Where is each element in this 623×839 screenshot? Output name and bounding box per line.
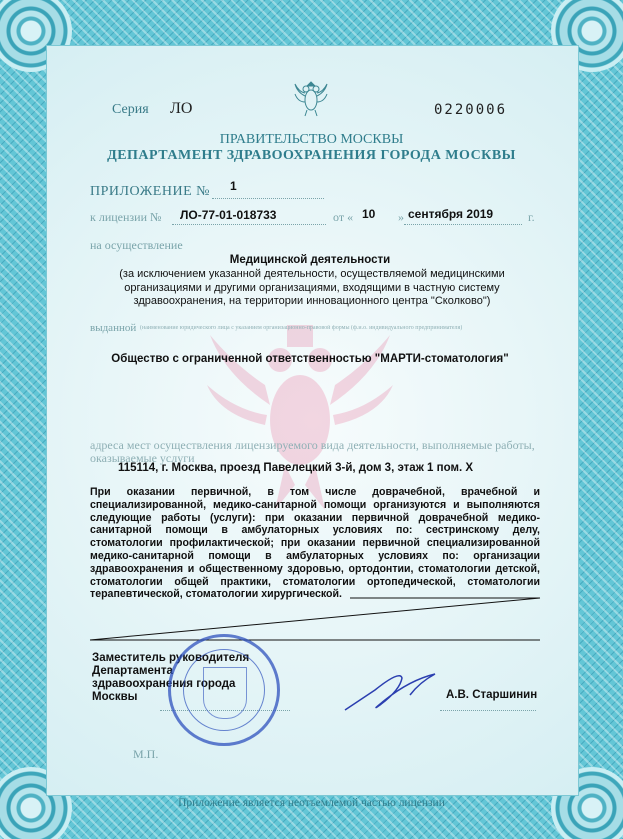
license-number-line bbox=[172, 224, 326, 225]
license-from: от « bbox=[333, 210, 354, 224]
activity-label: на осуществление bbox=[90, 238, 183, 252]
license-year-suffix: г. bbox=[528, 210, 535, 224]
license-close-quote: » bbox=[398, 210, 404, 224]
official-stamp bbox=[168, 634, 280, 746]
signatory-name: А.В. Старшинин bbox=[446, 689, 538, 701]
issued-label: выданной bbox=[90, 322, 137, 334]
signatory-title: Заместитель руководителя Департамента здравоохранения города Москвы bbox=[92, 652, 250, 703]
activity-title: Медицинской деятельности bbox=[229, 254, 391, 266]
activity-description: (за исключением указанной деятельности, осуществляемой медицинскими организациями и другими организациями, входящими в частную систему здравоохранения, на территории инновационного центра "Сколково") bbox=[119, 268, 505, 307]
license-number: ЛО-77-01-018733 bbox=[180, 208, 277, 222]
appendix-label: ПРИЛОЖЕНИЕ № bbox=[90, 184, 210, 199]
license-prefix: к лицензии № bbox=[90, 210, 162, 224]
license-month-year: сентября 2019 bbox=[408, 207, 494, 221]
series-label: Серия bbox=[112, 102, 149, 117]
appendix-number: 1 bbox=[230, 179, 237, 193]
strikeout-lines bbox=[80, 590, 550, 650]
handwritten-signature bbox=[340, 660, 450, 720]
organization-name: Общество с ограниченной ответственностью "МАРТИ-стоматология" bbox=[111, 353, 509, 365]
license-day: 10 bbox=[362, 207, 376, 221]
authority-department: ДЕПАРТАМЕНТ ЗДРАВООХРАНЕНИЯ ГОРОДА МОСКВЫ bbox=[107, 148, 516, 163]
seal-place-label: М.П. bbox=[133, 747, 159, 761]
series-value: ЛО bbox=[170, 100, 193, 117]
address-value: 115114, г. Москва, проезд Павелецкий 3-й, дом 3, этаж 1 пом. X bbox=[118, 462, 474, 474]
services-text: При оказании первичной, в том числе доврачебной, врачебной и специализированной, медико-санитарной помощи организуются и выполняются следующие работы (услуги): при оказании первичной доврачебной медико-санитарной помощи в амбулаторных условиях по: сестринскому делу, стоматологии профилактической; при оказании первичной специализированной медико-санитарной помощи в амбулаторных условиях по: организации здравоохранения и общественному здоровью, ортодонтии, стоматологии детской, стоматологии общей практики, стоматологии ортопедической, стоматологии терапевтической, стоматологии хирургической. bbox=[90, 486, 540, 601]
signature-line-right bbox=[440, 710, 536, 711]
license-date-line bbox=[404, 224, 522, 225]
address-label: адреса мест осуществления лицензируемого вида деятельности, выполняемые работы, оказываемые услуги bbox=[90, 438, 535, 465]
footer-note: Приложение является неотъемлемой частью лицензии bbox=[178, 797, 445, 809]
coat-of-arms-watermark-icon bbox=[205, 315, 395, 515]
appendix-number-line bbox=[212, 198, 324, 199]
authority-government: ПРАВИТЕЛЬСТВО МОСКВЫ bbox=[219, 132, 404, 147]
issued-hint: (наименование юридического лица с указанием организационно-правовой формы (ф.и.о. индивидуального предпринимателя) bbox=[140, 325, 463, 331]
coat-of-arms-icon bbox=[293, 78, 329, 118]
document-number: 0220006 bbox=[434, 102, 508, 118]
